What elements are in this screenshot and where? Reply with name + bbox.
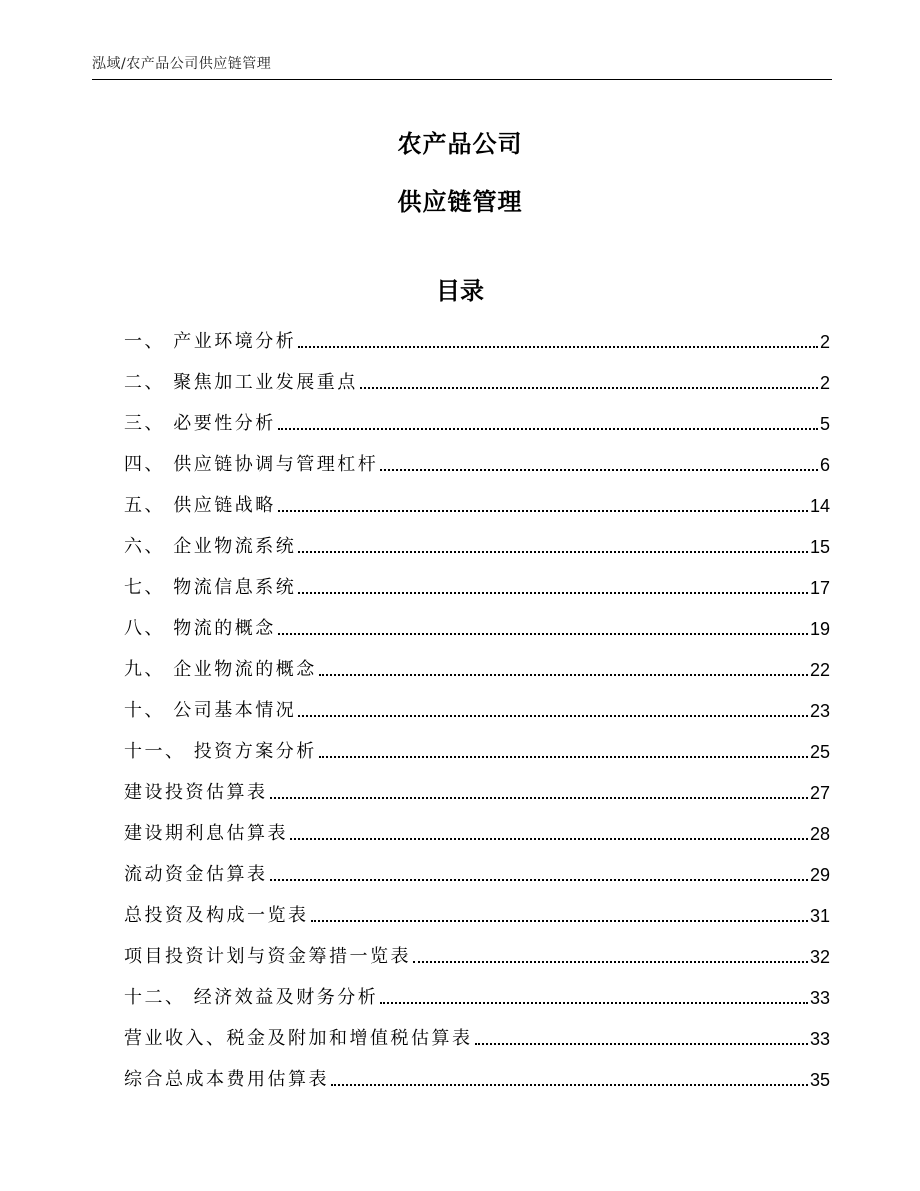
toc-entry-page: 19 [809,619,830,639]
toc-entry-label: 十二、 经济效益及财务分析 [124,987,379,1008]
toc-dot-leader [298,592,808,594]
toc-entry-label: 建设期利息估算表 [124,823,288,844]
toc-entry-label: 六、 企业物流系统 [124,536,297,557]
toc-dot-leader [360,387,818,389]
toc-dot-leader [380,469,818,471]
toc-entry-page: 22 [809,660,830,680]
toc-entry-page: 29 [809,865,830,885]
toc-dot-leader [270,879,808,881]
toc-entry[interactable] [124,565,830,606]
toc-entry-page: 31 [809,906,830,926]
toc-entry[interactable] [124,1057,830,1098]
toc-entry-page: 33 [809,1029,830,1049]
toc-dot-leader [319,756,808,758]
toc-entry-page: 15 [809,537,830,557]
toc-entry[interactable] [124,975,830,1016]
toc-entry[interactable] [124,811,830,852]
toc-entry-label: 八、 物流的概念 [124,618,276,639]
toc-entry[interactable] [124,606,830,647]
toc-entry-page: 6 [819,455,830,475]
document-title-line-1: 农产品公司 [397,130,523,158]
toc-entry[interactable] [124,852,830,893]
table-of-contents [124,319,830,1098]
toc-entry[interactable] [124,360,830,401]
toc-entry[interactable] [124,934,830,975]
toc-entry-page: 5 [819,414,830,434]
toc-entry-label: 五、 供应链战略 [124,495,276,516]
toc-dot-leader [278,633,808,635]
toc-entry-label: 营业收入、税金及附加和增值税估算表 [124,1028,473,1049]
toc-entry[interactable] [124,524,830,565]
toc-dot-leader [298,346,818,348]
header-rule [92,79,832,80]
toc-dot-leader [319,674,808,676]
toc-entry[interactable] [124,647,830,688]
toc-entry-label: 十、 公司基本情况 [124,700,297,721]
toc-entry[interactable] [124,401,830,442]
toc-entry[interactable] [124,893,830,934]
toc-entry-page: 14 [809,496,830,516]
toc-dot-leader [311,920,808,922]
toc-entry[interactable] [124,688,830,729]
toc-entry-label: 九、 企业物流的概念 [124,659,317,680]
toc-entry[interactable] [124,442,830,483]
toc-entry-label: 项目投资计划与资金筹措一览表 [124,946,411,967]
toc-entry-label: 建设投资估算表 [124,782,268,803]
toc-entry-page: 33 [809,988,830,1008]
toc-entry-label: 十一、 投资方案分析 [124,741,317,762]
toc-entry-page: 27 [809,783,830,803]
toc-entry[interactable] [124,319,830,360]
toc-dot-leader [298,715,808,717]
document-title-line-2: 供应链管理 [397,188,523,216]
toc-entry-label: 三、 必要性分析 [124,413,276,434]
toc-entry-label: 二、 聚焦加工业发展重点 [124,372,358,393]
toc-dot-leader [380,1002,808,1004]
toc-entry[interactable] [124,729,830,770]
toc-entry-page: 17 [809,578,830,598]
toc-dot-leader [475,1043,808,1045]
toc-entry-label: 一、 产业环境分析 [124,331,297,352]
toc-entry-label: 总投资及构成一览表 [124,905,309,926]
toc-entry-page: 2 [819,373,830,393]
header-text: 泓域/农产品公司供应链管理 [92,56,272,72]
toc-entry-label: 四、 供应链协调与管理杠杆 [124,454,379,475]
toc-entry-page: 2 [819,332,830,352]
toc-entry[interactable] [124,483,830,524]
toc-entry-page: 35 [809,1070,830,1090]
toc-dot-leader [298,551,808,553]
toc-entry-page: 28 [809,824,830,844]
toc-entry-label: 七、 物流信息系统 [124,577,297,598]
toc-entry-page: 23 [809,701,830,721]
toc-entry-page: 32 [809,947,830,967]
toc-heading: 目录 [436,277,484,305]
toc-entry-page: 25 [809,742,830,762]
toc-dot-leader [290,838,808,840]
toc-dot-leader [413,961,808,963]
toc-dot-leader [278,428,818,430]
toc-entry[interactable] [124,770,830,811]
toc-dot-leader [278,510,808,512]
toc-entry-label: 综合总成本费用估算表 [124,1069,329,1090]
toc-dot-leader [270,797,808,799]
toc-entry-label: 流动资金估算表 [124,864,268,885]
toc-dot-leader [331,1084,808,1086]
toc-entry[interactable] [124,1016,830,1057]
